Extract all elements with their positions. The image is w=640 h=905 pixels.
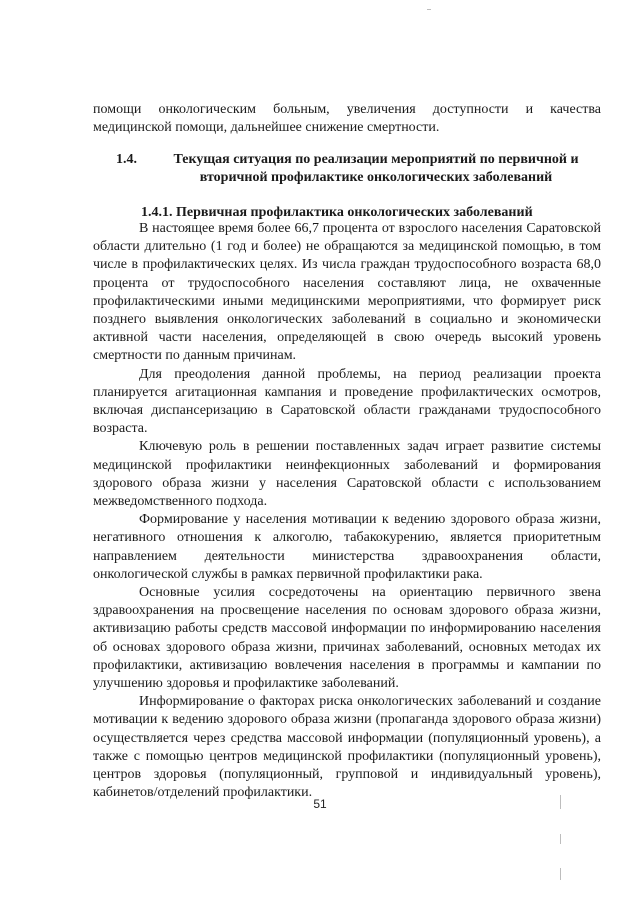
- body-text: [93, 220, 601, 803]
- page-number: 51: [313, 797, 327, 811]
- paragraph: Формирование у населения мотивации к ведению здорового образа жизни, негативного отношения к алкоголю, табакокурению, является приоритетным направлением деятельности министерства здравоохранения области, онкологической службы в рамках первичной профилактики рака.: [93, 512, 601, 582]
- paragraph: В настоящее время более 66,7 процента от взрослого населения Саратовской области длительно (1 год и более) не обращаются за медицинской помощью, в том числе в профилактических целях. Из числа граждан трудоспособного возраста 68,0 процента от трудоспособного населения составляют лица, не охваченные профилактическими иными медицинскими мероприятиями, что формирует риск позднего выявления онкологических заболеваний в социально и экономически активной части населения, определяющей в свою очередь высокий уровень смертности по данным причинам.: [93, 221, 601, 364]
- section-heading: [116, 151, 596, 186]
- scan-artifact: [560, 795, 561, 809]
- scan-artifact: [427, 9, 431, 10]
- section-number: 1.4.: [116, 152, 137, 167]
- lead-paragraph: [93, 101, 601, 137]
- paragraph: Для преодоления данной проблемы, на период реализации проекта планируется агитационная кампания и проведение профилактических осмотров, включая диспансеризацию в Саратовской области гражданами трудоспособного возраста.: [93, 366, 601, 437]
- subsection-heading: 1.4.1. Первичная профилактика онкологических заболеваний: [141, 205, 533, 220]
- paragraph: Ключевую роль в решении поставленных задач играет развитие системы медицинской профилактики неинфекционных заболеваний и формирования здорового образа жизни у населения Саратовской области с использованием межведомственного подхода.: [93, 439, 601, 510]
- scan-artifact: [560, 834, 561, 844]
- scan-artifact: [560, 868, 561, 880]
- paragraph: Основные усилия сосредоточены на ориентацию первичного звена здравоохранения на просвещение населения по основам здорового образа жизни, активизацию работы средств массовой информации по информированию населения об основах здорового образа жизни, причинах заболеваний, основных методах их профилактики, активизацию вовлечения населения в программы и кампании по улучшению здоровья и профилактике заболеваний.: [93, 585, 601, 692]
- lead-paragraph-text: помощи онкологическим больным, увеличения доступности и качества медицинской помощи, дальнейшее снижение смертности.: [93, 102, 601, 136]
- section-title: Текущая ситуация по реализации мероприятий по первичной и вторичной профилактике онкологических заболеваний: [173, 152, 579, 185]
- paragraph: Информирование о факторах риска онкологических заболеваний и создание мотивации к ведению здорового образа жизни (пропаганда здорового образа жизни) осуществляется через средства массовой информации (популяционный уровень), а также с помощью центров медицинской профилактики (популяционный уровень), центров здоровья (популяционный, групповой и индивидуальный уровень), кабинетов/отделений профилактики.: [93, 694, 601, 801]
